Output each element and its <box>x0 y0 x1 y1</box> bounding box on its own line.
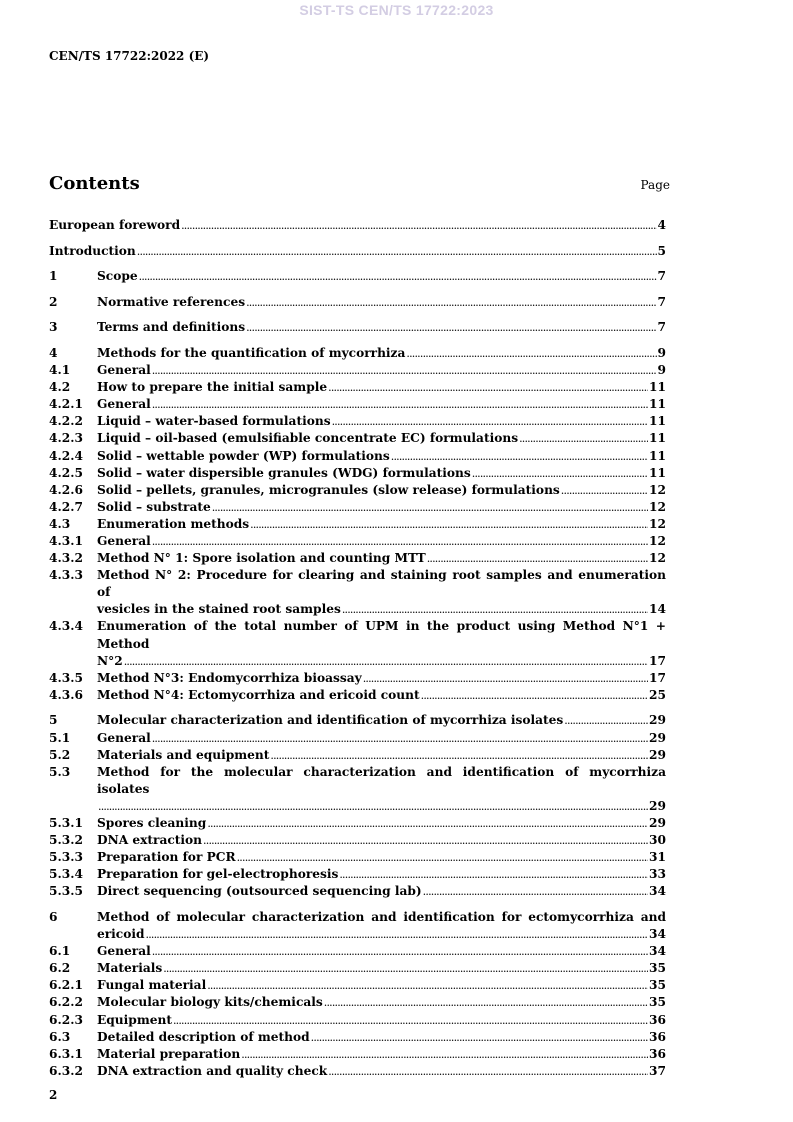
toc-entry-title: Terms and definitions <box>97 320 246 335</box>
toc-entry-number: 4.1 <box>49 363 71 378</box>
toc-entry-title-block <box>49 217 666 234</box>
toc-entry-number: 6.1 <box>49 944 71 959</box>
toc-entry[interactable] <box>49 1063 666 1080</box>
toc-entry-title-block <box>97 319 666 336</box>
toc-entry-title-block <box>97 712 666 729</box>
toc-entry[interactable] <box>49 362 666 379</box>
dot-leader <box>324 994 648 1011</box>
dot-leader <box>339 866 648 883</box>
toc-entry[interactable] <box>49 747 666 764</box>
toc-entry-page: 25 <box>649 687 666 702</box>
toc-entry-title-block <box>97 687 666 704</box>
toc-entry-page: 36 <box>649 1012 666 1027</box>
toc-entry-page: 12 <box>649 516 666 531</box>
toc-entry-number: 5.3 <box>49 764 71 779</box>
toc-entry-page: 14 <box>649 602 666 617</box>
toc-entry-number: 6.3.2 <box>49 1063 83 1078</box>
toc-entry-page: 17 <box>649 653 666 668</box>
toc-entry-number: 5.1 <box>49 730 71 745</box>
toc-entry[interactable] <box>49 319 666 336</box>
toc-entry-title-block <box>97 832 666 849</box>
toc-entry-title: vesicles in the stained root samples <box>97 602 341 617</box>
toc-entry-title-block <box>97 516 666 533</box>
toc-entry-title: Fungal material <box>97 978 207 993</box>
dot-leader <box>472 465 648 482</box>
toc-entry-number: 4 <box>49 345 58 360</box>
toc-entry-title-block <box>97 294 666 311</box>
toc-entry-number: 6.3 <box>49 1029 71 1044</box>
dot-leader <box>406 345 656 362</box>
toc-entry-title: Enumeration methods <box>97 516 250 531</box>
toc-entry[interactable] <box>49 866 666 883</box>
toc-entry-page: 7 <box>657 320 666 335</box>
toc-entry-number: 4.2.1 <box>49 397 83 412</box>
toc-entry-title-block <box>97 413 666 430</box>
dot-leader <box>146 926 649 943</box>
toc-entry-title: General <box>97 730 151 745</box>
toc-entry[interactable] <box>49 960 666 977</box>
toc-entry-title: Method N° 1: Spore isolation and counting MTT <box>97 551 426 566</box>
toc-entry[interactable] <box>49 815 666 832</box>
toc-entry-title-first-line: Method of molecular characterization and identification for ectomycorrhiza and <box>97 909 666 924</box>
toc-entry[interactable] <box>49 396 666 413</box>
dot-leader <box>519 430 648 447</box>
toc-entry-page: 35 <box>649 961 666 976</box>
toc-entry-title: Detailed description of method <box>97 1029 310 1044</box>
toc-entry-number: 5.3.2 <box>49 833 83 848</box>
toc-entry-title: Methods for the quantification of mycorrhiza <box>97 345 406 360</box>
toc-entry-number: 4.2.3 <box>49 431 83 446</box>
toc-entry-title: N°2 <box>97 653 123 668</box>
toc-entry[interactable] <box>49 294 666 311</box>
dot-leader <box>246 319 656 336</box>
toc-entry-title: ericoid <box>97 927 145 942</box>
dot-leader <box>207 977 648 994</box>
toc-entry[interactable] <box>49 516 666 533</box>
toc-entry-page: 29 <box>649 747 666 762</box>
dot-leader <box>152 533 648 550</box>
toc-entry-title-block <box>97 909 666 943</box>
toc-entry-page: 9 <box>657 363 666 378</box>
toc-entry-page: 12 <box>649 499 666 514</box>
dot-leader <box>173 1012 648 1029</box>
toc-entry[interactable] <box>49 1046 666 1063</box>
toc-entry-page: 5 <box>657 243 666 258</box>
toc-entry[interactable] <box>49 379 666 396</box>
toc-entry[interactable] <box>49 977 666 994</box>
dot-leader <box>311 1029 648 1046</box>
dot-leader <box>564 712 648 729</box>
toc-entry-title-block <box>97 1046 666 1063</box>
toc-entry[interactable] <box>49 268 666 285</box>
toc-entry-title-first-line: Method N° 2: Procedure for clearing and staining root samples and enumeration of <box>97 568 666 600</box>
toc-entry-title: Method N°4: Ectomycorrhiza and ericoid count <box>97 687 420 702</box>
toc-entry-title-block <box>97 430 666 447</box>
dot-leader <box>163 960 648 977</box>
toc-entry-title: General <box>97 534 151 548</box>
toc-entry-title-block <box>97 533 666 550</box>
toc-entry-title: DNA extraction <box>97 833 203 848</box>
dot-leader <box>98 798 648 815</box>
toc-entry-number: 6.2.2 <box>49 995 83 1010</box>
toc-entry-page: 9 <box>657 345 666 360</box>
toc-entry-title: Solid – water dispersible granules (WDG) formulations <box>97 465 471 480</box>
dot-leader <box>139 268 657 285</box>
toc-entry-title: Materials and equipment <box>97 747 270 762</box>
toc-entry-number: 5 <box>49 713 58 728</box>
toc-entry-page: 7 <box>657 269 666 284</box>
dot-leader <box>207 815 648 832</box>
toc-entry[interactable] <box>49 413 666 430</box>
toc-entry-page: 12 <box>649 534 666 548</box>
toc-entry-page: 11 <box>649 397 666 412</box>
toc-entry[interactable] <box>49 670 666 687</box>
toc-entry-number: 4.2.7 <box>49 499 83 514</box>
page-number: 2 <box>49 1088 58 1102</box>
toc-entry-title: Preparation for PCR <box>97 850 236 865</box>
toc-entry-number: 4.2.5 <box>49 465 83 480</box>
toc-entry-number: 4.2.4 <box>49 448 83 463</box>
toc-entry-page: 30 <box>649 833 666 848</box>
toc-entry[interactable] <box>49 482 666 499</box>
toc-entry-title: Liquid – water-based formulations <box>97 414 331 429</box>
toc-entry-title-block <box>97 499 666 516</box>
dot-leader <box>212 499 648 516</box>
toc-entry-title-block <box>97 670 666 687</box>
toc-entry-page: 7 <box>657 294 666 309</box>
toc-entry-number: 4.3.6 <box>49 687 83 702</box>
toc-entry[interactable] <box>49 217 666 234</box>
toc-entry-page: 29 <box>649 730 666 745</box>
watermark: SIST-TS CEN/TS 17722:2023 <box>299 2 494 18</box>
toc-entry-title: How to prepare the initial sample <box>97 380 328 395</box>
table-of-contents <box>49 217 666 1080</box>
toc-entry-number: 2 <box>49 294 58 309</box>
toc-entry-title: DNA extraction and quality check <box>97 1063 328 1078</box>
toc-entry-title-block <box>97 482 666 499</box>
dot-leader <box>427 550 648 567</box>
toc-entry-title: Equipment <box>97 1012 172 1027</box>
toc-entry-number: 6.2 <box>49 961 71 976</box>
toc-entry-number: 6.2.1 <box>49 978 83 993</box>
toc-entry-number: 4.3.1 <box>49 534 83 548</box>
toc-entry-title: Materials <box>97 961 163 976</box>
dot-leader <box>421 687 648 704</box>
toc-entry-title-block <box>97 994 666 1011</box>
toc-entry-page: 34 <box>649 884 666 899</box>
toc-entry-title-block <box>97 379 666 396</box>
toc-entry-title-block <box>49 243 666 260</box>
dot-leader <box>363 670 648 687</box>
toc-entry[interactable] <box>49 430 666 447</box>
toc-entry-title-block <box>97 1012 666 1029</box>
dot-leader <box>152 396 648 413</box>
toc-entry[interactable] <box>49 1029 666 1046</box>
toc-entry[interactable] <box>49 943 666 960</box>
toc-entry-title-first-line: Method for the molecular characterization and identification of mycorrhiza isolates <box>97 764 666 796</box>
dot-leader <box>328 379 648 396</box>
toc-entry-page: 11 <box>649 431 666 446</box>
toc-entry-title-block <box>97 362 666 379</box>
toc-entry-page: 11 <box>649 465 666 480</box>
toc-entry-title: General <box>97 397 151 412</box>
toc-entry[interactable] <box>49 533 666 550</box>
toc-entry-page: 35 <box>649 995 666 1010</box>
toc-entry-title-block <box>97 960 666 977</box>
dot-leader <box>241 1046 648 1063</box>
toc-entry-title: Spores cleaning <box>97 816 207 830</box>
toc-entry-number: 6.2.3 <box>49 1012 83 1027</box>
toc-entry[interactable] <box>49 550 666 567</box>
toc-entry-title-block <box>97 268 666 285</box>
toc-entry-number: 4.3.3 <box>49 568 83 583</box>
toc-entry-title-block <box>97 618 666 669</box>
toc-entry-number: 5.3.3 <box>49 850 83 865</box>
toc-entry[interactable] <box>49 243 666 260</box>
toc-entry-number: 5.3.4 <box>49 867 83 882</box>
page-column-label: Page <box>640 178 670 192</box>
toc-entry-page: 33 <box>649 867 666 882</box>
toc-entry-title-block <box>97 849 666 866</box>
toc-entry-number: 4.2.2 <box>49 414 83 429</box>
toc-entry[interactable] <box>49 730 666 747</box>
toc-entry-title-block <box>97 883 666 900</box>
toc-entry-page: 34 <box>649 944 666 959</box>
toc-entry-title: Normative references <box>97 294 246 309</box>
toc-entry-title: Liquid – oil-based (emulsifiable concentrate EC) formulations <box>97 431 519 446</box>
toc-entry-title-block <box>97 465 666 482</box>
toc-entry[interactable] <box>49 832 666 849</box>
toc-entry-number: 6 <box>49 909 58 924</box>
toc-entry-page: 29 <box>649 798 666 813</box>
toc-entry-title-block <box>97 943 666 960</box>
dot-leader <box>342 601 648 618</box>
toc-entry-number: 3 <box>49 320 58 335</box>
toc-entry-page: 11 <box>649 448 666 463</box>
toc-entry-title: Method N°3: Endomycorrhiza bioassay <box>97 670 362 685</box>
toc-entry-title: Direct sequencing (outsourced sequencing lab) <box>97 884 422 899</box>
toc-entry-title-block <box>97 747 666 764</box>
toc-entry-page: 4 <box>657 218 666 232</box>
dot-leader <box>423 883 648 900</box>
toc-entry-page: 31 <box>649 850 666 865</box>
toc-entry-title-block <box>97 764 666 815</box>
dot-leader <box>246 294 656 311</box>
toc-entry-title: General <box>97 944 151 959</box>
toc-entry-title: Solid – substrate <box>97 499 211 514</box>
toc-entry-page: 29 <box>649 816 666 830</box>
toc-entry-number: 4.3 <box>49 516 71 531</box>
toc-entry-title: Solid – wettable powder (WP) formulations <box>97 448 390 463</box>
toc-entry-title: Molecular characterization and identification of mycorrhiza isolates <box>97 713 564 728</box>
toc-entry-title-block <box>97 550 666 567</box>
document-id: CEN/TS 17722:2022 (E) <box>49 49 210 63</box>
dot-leader <box>203 832 648 849</box>
contents-heading: Contents <box>49 173 140 194</box>
toc-entry-title-block <box>97 815 666 832</box>
toc-entry[interactable] <box>49 567 666 618</box>
toc-entry[interactable] <box>49 345 666 362</box>
toc-entry-title: General <box>97 363 151 378</box>
toc-entry-number: 1 <box>49 269 58 284</box>
toc-entry-title: Solid – pellets, granules, microgranules (slow release) formulations <box>97 482 560 497</box>
toc-entry-page: 29 <box>649 713 666 728</box>
toc-entry-page: 35 <box>649 978 666 993</box>
dot-leader <box>332 413 648 430</box>
toc-entry[interactable] <box>49 883 666 900</box>
dot-leader <box>328 1063 648 1080</box>
dot-leader <box>237 849 648 866</box>
toc-entry-title: European foreword <box>49 218 181 232</box>
dot-leader <box>250 516 648 533</box>
toc-entry[interactable] <box>49 687 666 704</box>
toc-entry-title-block <box>97 1029 666 1046</box>
toc-entry[interactable] <box>49 618 666 669</box>
toc-entry-title-first-line: Enumeration of the total number of UPM in the product using Method N°1 + Method <box>97 619 666 651</box>
toc-entry-title-block <box>97 396 666 413</box>
dot-leader <box>152 362 657 379</box>
toc-entry-title: Material preparation <box>97 1046 241 1061</box>
toc-entry[interactable] <box>49 465 666 482</box>
toc-entry-page: 34 <box>649 927 666 942</box>
toc-entry-number: 4.3.2 <box>49 551 83 566</box>
toc-entry-title-block <box>97 448 666 465</box>
toc-entry[interactable] <box>49 1012 666 1029</box>
toc-entry[interactable] <box>49 994 666 1011</box>
toc-entry-title-block <box>97 345 666 362</box>
toc-entry[interactable] <box>49 909 666 943</box>
toc-entry-number: 4.2.6 <box>49 482 83 497</box>
toc-entry-number: 5.2 <box>49 747 71 762</box>
toc-entry-number: 6.3.1 <box>49 1046 83 1061</box>
dot-leader <box>391 448 648 465</box>
toc-entry[interactable] <box>49 764 666 815</box>
dot-leader <box>152 730 648 747</box>
toc-entry-page: 37 <box>649 1063 666 1078</box>
dot-leader <box>137 243 657 260</box>
dot-leader <box>181 217 656 234</box>
toc-entry-title-block <box>97 1063 666 1080</box>
toc-entry-page: 11 <box>649 380 666 395</box>
toc-entry-page: 36 <box>649 1046 666 1061</box>
toc-entry-title: Preparation for gel-electrophoresis <box>97 867 339 882</box>
toc-entry-title-block <box>97 866 666 883</box>
dot-leader <box>124 653 648 670</box>
toc-entry-number: 4.3.4 <box>49 619 83 634</box>
toc-entry[interactable] <box>49 499 666 516</box>
toc-entry-page: 36 <box>649 1029 666 1044</box>
dot-leader <box>561 482 648 499</box>
toc-entry-title: Scope <box>97 269 138 284</box>
toc-entry-title-block <box>97 730 666 747</box>
toc-entry[interactable] <box>49 849 666 866</box>
toc-entry-page: 11 <box>649 414 666 429</box>
toc-entry[interactable] <box>49 712 666 729</box>
toc-entry-number: 5.3.5 <box>49 884 83 899</box>
toc-entry-title-block <box>97 567 666 618</box>
toc-entry-number: 5.3.1 <box>49 816 83 830</box>
toc-entry-title: Introduction <box>49 243 136 258</box>
toc-entry-page: 12 <box>649 551 666 566</box>
toc-entry-title-block <box>97 977 666 994</box>
toc-entry-page: 12 <box>649 482 666 497</box>
toc-entry-title: Molecular biology kits/chemicals <box>97 995 323 1010</box>
toc-entry-page: 17 <box>649 670 666 685</box>
dot-leader <box>270 747 648 764</box>
toc-entry-number: 4.3.5 <box>49 670 83 685</box>
dot-leader <box>152 943 648 960</box>
toc-entry[interactable] <box>49 448 666 465</box>
toc-entry-number: 4.2 <box>49 380 71 395</box>
